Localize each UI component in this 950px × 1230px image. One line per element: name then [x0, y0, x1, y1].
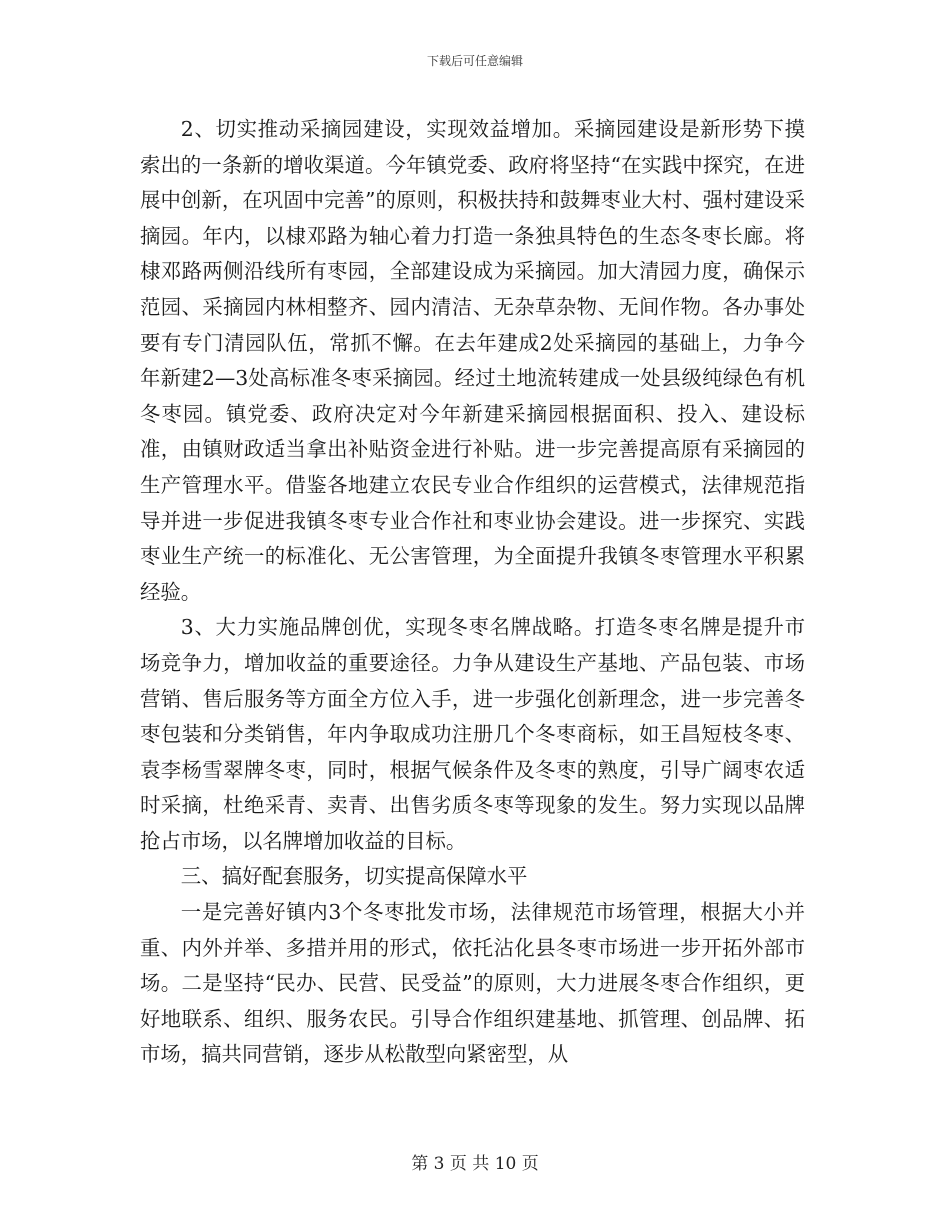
document-body — [140, 112, 805, 1073]
page-number-footer: 第 3 页 共 10 页 — [411, 1154, 539, 1174]
paragraph-wholesale-markets: 一是完善好镇内3个冬枣批发市场，法律规范市场管理，根据大小并重、内外并举、多措并用的形式，依托沾化县冬枣市场进一步开拓外部市场。二是坚持“民办、民营、民受益”的原则，大力进展冬枣合作组织，更好地联系、组织、服务农民。引导合作组织建基地、抓管理、创品牌、拓市场，搞共同营销，逐步从松散型向紧密型，从 — [140, 900, 805, 1067]
paragraph-picking-garden: 2、切实推动采摘园建设，实现效益增加。采摘园建设是新形势下摸索出的一条新的增收渠道。今年镇党委、政府将坚持“在实践中探究，在进展中创新，在巩固中完善”的原则，积极扶持和鼓舞枣业大村、强村建设采摘园。年内，以棣邓路为轴心着力打造一条独具特色的生态冬枣长廊。将棣邓路两侧沿线所有枣园，全部建设成为采摘园。加大清园力度，确保示范园、采摘园内林相整齐、园内清洁、无杂草杂物、无间作物。各办事处要有专门清园队伍，常抓不懈。在去年建成2处采摘园的基础上，力争今年新建2—3处高标准冬枣采摘园。经过土地流转建成一处县级纯绿色有机冬枣园。镇党委、政府决定对今年新建采摘园根据面积、投入、建设标准，由镇财政适当拿出补贴资金进行补贴。进一步完善提高原有采摘园的生产管理水平。借鉴各地建立农民专业合作组织的运营模式，法律规范指导并进一步促进我镇冬枣专业合作社和枣业协会建设。进一步探究、实践枣业生产统一的标准化、无公害管理，为全面提升我镇冬枣管理水平积累经验。 — [140, 117, 805, 604]
section-heading-supporting-services: 三、搞好配套服务，切实提高保障水平 — [180, 864, 528, 889]
page-header: 下载后可任意编辑 — [426, 54, 523, 68]
paragraph-brand-strategy: 3、大力实施品牌创优，实现冬枣名牌战略。打造冬枣名牌是提升市场竞争力，增加收益的重要途径。力争从建设生产基地、产品包装、市场营销、售后服务等方面全方位入手，进一步强化创新理念，进一步完善冬枣包装和分类销售，年内争取成功注册几个冬枣商标，如王昌短枝冬枣、袁李杨雪翠牌冬枣，同时，根据气候条件及冬枣的熟度，引导广阔枣农适时采摘，杜绝采青、卖青、出售劣质冬枣等现象的发生。努力实现以品牌抢占市场，以名牌增加收益的目标。 — [140, 615, 805, 853]
